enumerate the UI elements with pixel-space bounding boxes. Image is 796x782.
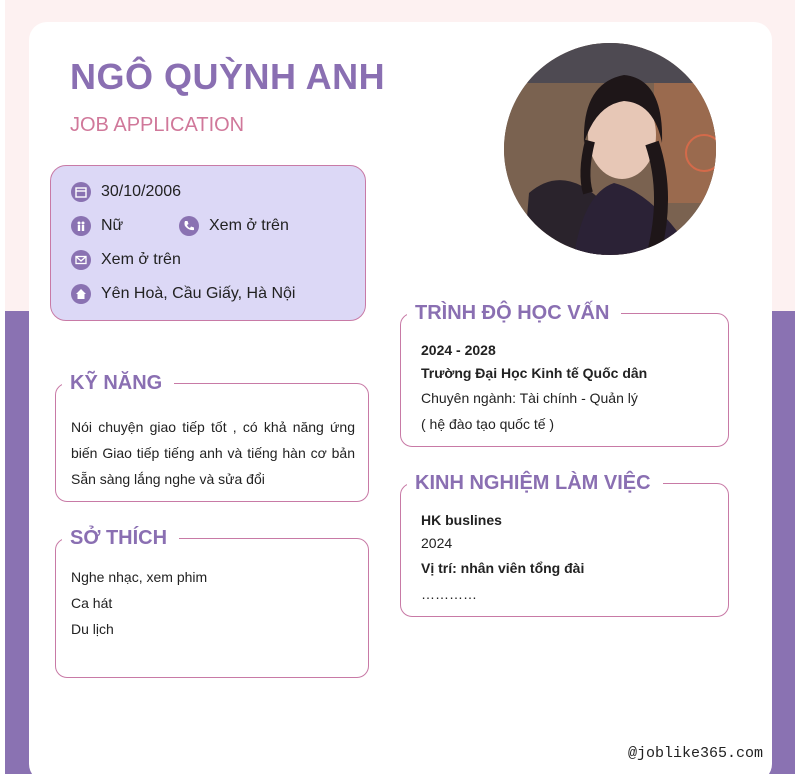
email-row [71,249,181,271]
profile-photo-image [504,43,716,255]
address-value: Yên Hoà, Cầu Giấy, Hà Nội [101,285,296,302]
experience-title: KINH NGHIỆM LÀM VIỆC [407,471,663,495]
gender-row [71,215,123,237]
calendar-icon [71,182,91,202]
phone-value: Xem ở trên [209,217,289,234]
envelope-icon [71,250,91,270]
education-title: TRÌNH ĐỘ HỌC VẤN [407,301,621,325]
experience-more: ………… [421,586,477,602]
profile-photo [504,43,716,255]
home-icon [71,284,91,304]
phone-row [179,215,289,237]
education-major: Chuyên ngành: Tài chính - Quản lý [421,390,638,406]
hobbies-title: SỞ THÍCH [62,526,179,550]
education-note: ( hệ đào tạo quốc tế ) [421,416,555,432]
hobby-item: Ca hát [71,595,113,611]
experience-year: 2024 [421,535,453,551]
education-years: 2024 - 2028 [421,342,496,358]
watermark: @joblike365.com [627,745,763,762]
gender-value: Nữ [101,217,124,234]
education-school: Trường Đại Học Kinh tế Quốc dân [421,365,648,381]
job-application-subtitle: JOB APPLICATION [70,114,245,136]
hobby-item: Du lịch [71,621,114,637]
email-value: Xem ở trên [101,251,181,268]
address-row [71,283,295,305]
experience-company: HK buslines [421,512,502,528]
skills-title: KỸ NĂNG [62,371,174,395]
birthday-value: 30/10/2006 [101,183,182,200]
hobby-item: Nghe nhạc, xem phim [71,569,208,585]
gender-icon [71,216,91,236]
candidate-name: NGÔ QUỲNH ANH [70,56,386,97]
phone-icon [179,216,199,236]
skills-text: Nói chuyện giao tiếp tốt , có khả năng ứng biến Giao tiếp tiếng anh và tiếng hàn cơ bản Sẵn sàng lắng nghe và sửa đổi [71,419,355,487]
birthday-row [71,181,181,203]
experience-position: Vị trí: nhân viên tổng đài [421,560,585,576]
